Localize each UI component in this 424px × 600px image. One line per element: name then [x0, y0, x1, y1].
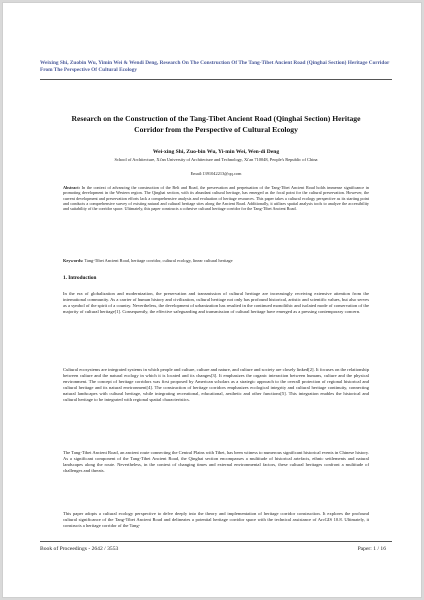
- body-paragraph: In the era of globalization and modernization, the preservation and transmission of cultural heritage are increasingly receiving extensive attention from the international community. As a carrier of human history and civilization, cultural heritage not only has profound historical, artistic and scientific values, but also serves as a symbol of the spirit of a country. Nevertheless, the development of urbanization has resulted in the continued monolithic and isolated mode of conservation of the majority of cultural heritage[1]. Consequently, the effective safeguarding and transmission of cultural heritage have emerged as a pressing contemporary concern.: [63, 291, 369, 315]
- abstract-text: In the context of advancing the construction of the Belt and Road, the preservation and perpetuation of the Tang-Tibet Ancient Road holds immense significance in promoting development in the Western region. The Qinghai section, with its abundant cultural heritage, has emerged as the focal point for the cultural preservation. However, the current development and preservation efforts lack a comprehensive analysis and evaluation of heritage resources. This paper takes a cultural ecology perspective as its starting point and conducts a comprehensive survey of existing natural and cultural heritage sites along the Ancient Road. Additionally, it utilizes spatial analysis tools to analyze the accessibility and suitability of the corridor space. Ultimately, this paper constructs a cohesive cultural heritage corridor for the Tang-Tibet Ancient Road.: [63, 185, 369, 212]
- section-heading: 1. Introduction: [63, 275, 97, 281]
- affiliation: School of Architecture, Xi'an University of Architecture and Technology, Xi'an 710048, People's Republic of China: [114, 157, 318, 162]
- keywords-text: Tang-Tibet Ancient Road, heritage corridor, cultural ecology, linear cultural heritage: [83, 258, 233, 263]
- keywords-label: Keywords:: [63, 258, 84, 263]
- header-rule: [40, 79, 392, 80]
- contact-email: Email:1391042213@qq.com: [190, 171, 242, 176]
- page-number: Paper: 1 / 16: [357, 546, 386, 552]
- keywords: [63, 258, 369, 264]
- paper-page: [2, 2, 422, 598]
- abstract-label: Abstract:: [63, 185, 80, 190]
- body-paragraph: Cultural ecosystems are integrated systems in which people and culture, culture and nature, and culture and society are closely linked[2]. It focuses on the relationship between culture and the natural ecology in which it is located and its changes[3]. It emphasizes the organic interaction between humans, culture and the physical environment. The concept of heritage corridors was first proposed by American scholars as a strategic approach to the overall protection of regional historical and cultural heritage and its natural environment[4]. The construction of heritage corridors emphasizes ecological integrity and cultural heritage continuity, connecting natural landscapes with cultural heritage, while integrating recreational, educational, aesthetic and other functions[5]. This integration enables the historical and cultural heritage to be integrated with regional spatial characteristics.: [63, 367, 369, 403]
- running-head: Weixing Shi, Zuobin Wu, Yimin Wei & Wendi Deng, Research On The Construction Of The Tang-Tibet Ancient Road (Qinghai Section) Heritage Corridor From The Perspective Of Cultural Ecology: [40, 60, 390, 73]
- body-paragraph: This paper adopts a cultural ecology perspective to delve deeply into the theory and implementation of heritage corridor construction. It explores the profound cultural significance of the Tang-Tibet Ancient Road and delineates a potential heritage corridor space with the technical assistance of ArcGIS 10.8. Ultimately, it constructs a heritage corridor of the Tang-: [63, 511, 369, 529]
- paper-title: Research on the Construction of the Tang-Tibet Ancient Road (Qinghai Section) Heritage Corridor from the Perspective of Cultural Ecology: [71, 114, 361, 134]
- body-paragraph: The Tang-Tibet Ancient Road, an ancient route connecting the Central Plains with Tibet, has been witness to numerous significant historical events in Chinese history. As a significant component of the Tang-Tibet Ancient Road, the Qinghai section encompasses a multitude of historical artefacts, ethnic settlements and natural landscapes along the route. Nevertheless, in the context of changing times and external environmental factors, these cultural heritages confront a multitude of challenges and threats.: [63, 450, 369, 474]
- author-list: Wei-xing Shi, Zuo-bin Wu, Yi-min Wei, Wen-di Deng: [152, 149, 280, 155]
- abstract: [63, 185, 369, 211]
- footer-rule: [40, 541, 392, 542]
- proceedings-label: Book of Proceedings - 2642 / 3553: [40, 546, 119, 552]
